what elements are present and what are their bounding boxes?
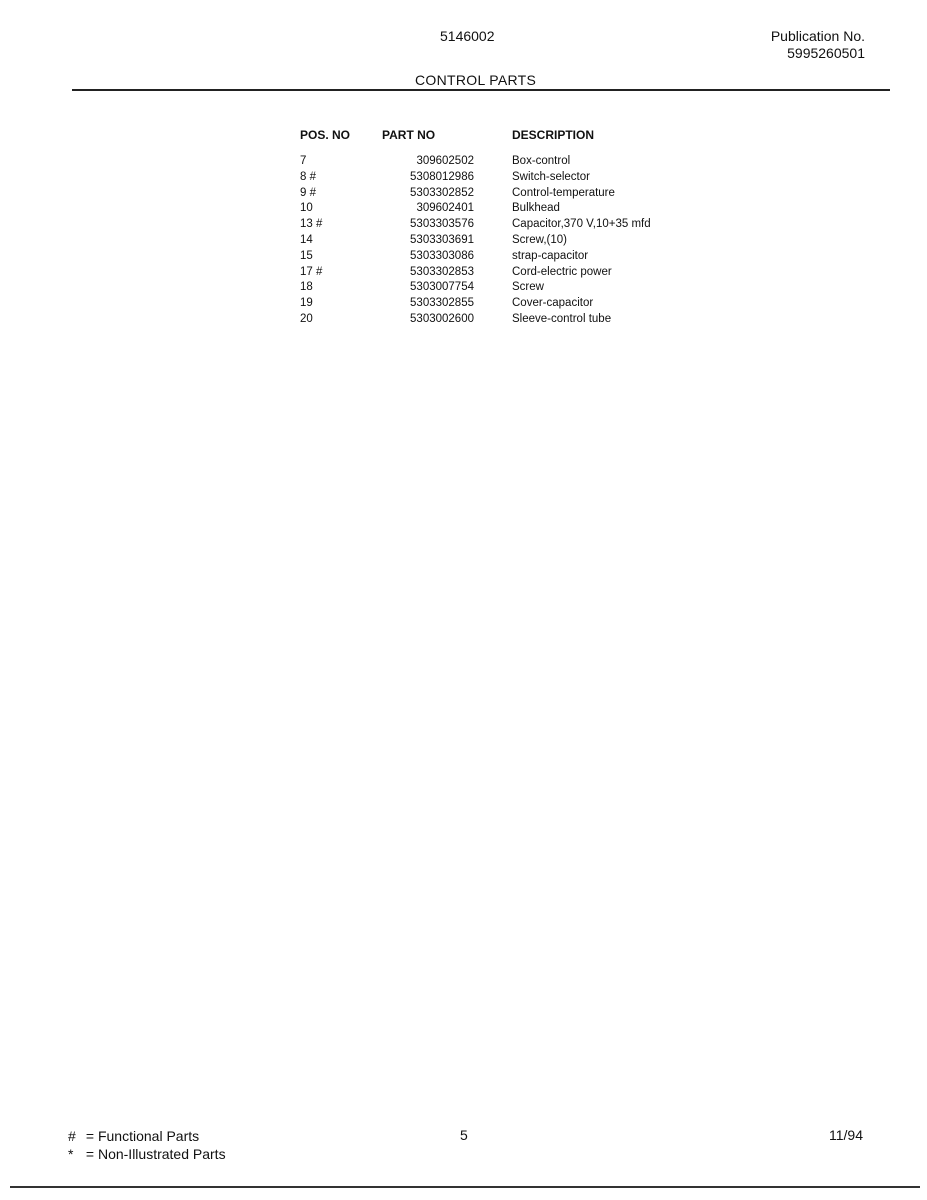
description-cell: Box-control (512, 155, 571, 167)
column-header-description: DESCRIPTION (512, 128, 595, 142)
pos-no-cell: 18 (300, 281, 313, 294)
description-cell: Screw,(10) (512, 233, 567, 246)
column-gap (474, 201, 512, 217)
column-gap (474, 170, 512, 186)
column-gap (474, 280, 512, 296)
parts-table (300, 128, 712, 328)
pos-no-cell: 19 (300, 297, 313, 310)
legend (68, 1127, 226, 1163)
pos-no-cell: 8 # (300, 170, 316, 183)
column-gap (474, 296, 512, 312)
table-row (300, 201, 712, 217)
description-cell: Bulkhead (512, 202, 560, 215)
header-divider (72, 89, 890, 91)
description-cell: strap-capacitor (512, 249, 589, 262)
table-row (300, 296, 712, 312)
pos-no-cell: 17 # (300, 265, 323, 278)
part-no-cell: 5303303086 (410, 249, 474, 262)
table-row (300, 280, 712, 296)
column-gap (474, 217, 512, 233)
publication-number: 5995260501 (787, 45, 865, 61)
pos-no-cell: 7 (300, 155, 307, 167)
table-header-row (300, 128, 712, 154)
legend-item-functional (68, 1127, 226, 1145)
pos-no-cell: 14 (300, 233, 313, 246)
column-gap (474, 233, 512, 249)
parts-table-body (300, 154, 712, 328)
part-no-cell: 5303002600 (410, 312, 474, 325)
pos-no-cell: 13 # (300, 218, 323, 231)
pos-no-cell: 10 (300, 202, 313, 215)
part-no-cell: 5308012986 (410, 170, 474, 183)
description-cell: Control-temperature (512, 186, 615, 199)
legend-item-non-illustrated (68, 1145, 226, 1163)
column-gap (474, 312, 512, 328)
table-row (300, 170, 712, 186)
column-gap (474, 249, 512, 265)
footer-divider (10, 1186, 920, 1188)
pos-no-cell: 20 (300, 312, 313, 325)
legend-text: = Functional Parts (85, 1128, 200, 1144)
publication-label: Publication No. (770, 28, 865, 44)
page-number: 5 (460, 1127, 468, 1143)
table-row (300, 312, 712, 328)
description-cell: Cord-electric power (512, 265, 612, 278)
column-header-pos-no: POS. NO (300, 128, 351, 142)
column-gap (474, 128, 512, 154)
part-no-cell: 5303302855 (410, 297, 474, 310)
column-gap (474, 154, 512, 170)
description-cell: Cover-capacitor (512, 297, 594, 310)
publication-date: 11/94 (829, 1127, 863, 1143)
publication-info (771, 28, 865, 62)
model-number: 5146002 (440, 28, 495, 44)
description-cell: Sleeve-control tube (512, 312, 612, 325)
legend-text: = Non-Illustrated Parts (85, 1146, 226, 1162)
table-row (300, 217, 712, 233)
table-row (300, 186, 712, 202)
column-header-part-no: PART NO (382, 128, 436, 142)
section-title: CONTROL PARTS (415, 72, 537, 88)
part-no-cell: 5303303576 (410, 218, 474, 231)
column-gap (474, 186, 512, 202)
description-cell: Screw (512, 281, 544, 294)
table-row (300, 233, 712, 249)
column-gap (474, 265, 512, 281)
legend-symbol: # (68, 1128, 76, 1144)
description-cell: Switch-selector (512, 170, 590, 183)
part-no-cell: 309602401 (416, 202, 474, 215)
part-no-cell: 5303007754 (410, 281, 474, 294)
part-no-cell: 5303303691 (410, 233, 474, 246)
pos-no-cell: 9 # (300, 186, 316, 199)
part-no-cell: 5303302853 (410, 265, 474, 278)
description-cell: Capacitor,370 V,10+35 mfd (512, 218, 651, 231)
legend-symbol: * (68, 1146, 74, 1162)
table-row (300, 249, 712, 265)
part-no-cell: 309602502 (416, 155, 474, 167)
table-row (300, 265, 712, 281)
pos-no-cell: 15 (300, 249, 313, 262)
part-no-cell: 5303302852 (410, 186, 474, 199)
table-row (300, 154, 712, 170)
